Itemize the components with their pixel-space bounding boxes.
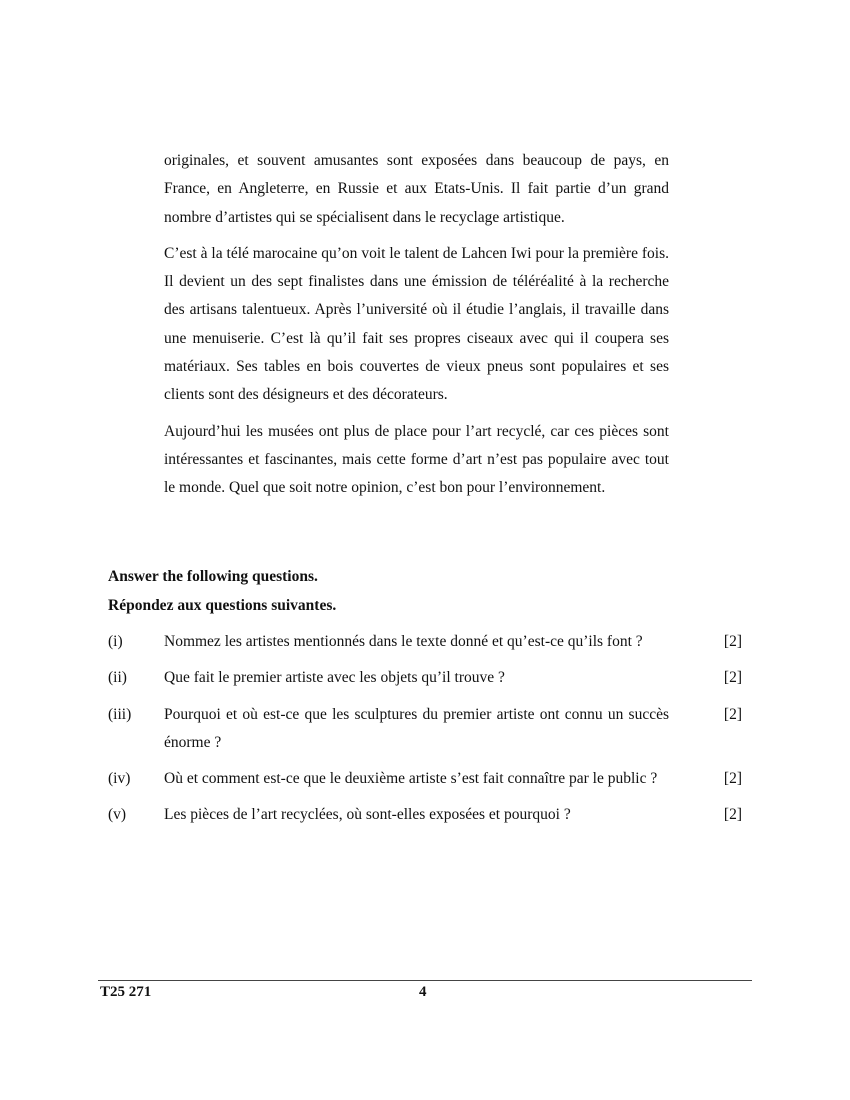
question-marks: [2] <box>723 669 742 687</box>
footer-divider <box>98 980 752 981</box>
instructions <box>108 563 336 620</box>
question-text: Les pièces de l’art recyclées, où sont-elles exposées et pourquoi ? <box>164 806 571 824</box>
instruction-english: Answer the following questions. <box>108 568 318 585</box>
question-number: (ii) <box>108 669 127 687</box>
question-marks: [2] <box>723 806 742 824</box>
question-number: (v) <box>108 806 127 824</box>
question-number: (iv) <box>108 770 131 788</box>
passage-paragraph: C’est à la télé marocaine qu’on voit le talent de Lahcen Iwi pour la première fois. Il devient un des sept finalistes dans une émission de téléréalité à la recherche des artisans talentueux. Après l’université où il étudie l’anglais, il travaille dans une menuiserie. C’est là qu’il fait ses propres ciseaux avec qui il coupera ses matériaux. Ses tables en bois couvertes de vieux pneus sont populaires et ses clients sont des désigneurs et des décorateurs. <box>164 244 669 404</box>
question-marks: [2] <box>723 770 742 788</box>
question-number: (iii) <box>108 705 132 723</box>
instruction-french: Répondez aux questions suivantes. <box>108 596 337 614</box>
passage-paragraph: Aujourd’hui les musées ont plus de place pour l’art recyclé, car ces pièces sont intéressantes et fascinantes, mais cette forme d’art n’est pas populaire avec tout le monde. Quel que soit notre opinion, c’est bon pour l’environnement. <box>164 422 669 497</box>
question-text: Où et comment est-ce que le deuxième artiste s’est fait connaître par le public ? <box>164 770 658 788</box>
question-text: Que fait le premier artiste avec les objets qu’il trouve ? <box>164 669 505 687</box>
question-item <box>108 664 748 692</box>
paper-code: T25 271 <box>100 984 152 1000</box>
passage-paragraph: originales, et souvent amusantes sont exposées dans beaucoup de pays, en France, en Angleterre, en Russie et aux Etats-Unis. Il fait partie d’un grand nombre d’artistes qui se spécialisent dans le recyclage artistique. <box>164 152 669 226</box>
question-text: Nommez les artistes mentionnés dans le texte donné et qu’est-ce qu’ils font ? <box>164 633 643 650</box>
question-item <box>108 628 748 656</box>
question-marks: [2] <box>723 705 742 723</box>
question-marks: [2] <box>723 633 742 650</box>
question-item <box>108 765 748 793</box>
question-item <box>108 701 748 758</box>
question-number: (i) <box>108 633 123 650</box>
question-list <box>108 628 748 838</box>
reading-passage <box>164 147 669 511</box>
question-text: Pourquoi et où est-ce que les sculptures du premier artiste ont connu un succès énorme ? <box>164 705 669 751</box>
page-number: 4 <box>419 984 427 1000</box>
question-item <box>108 801 748 829</box>
